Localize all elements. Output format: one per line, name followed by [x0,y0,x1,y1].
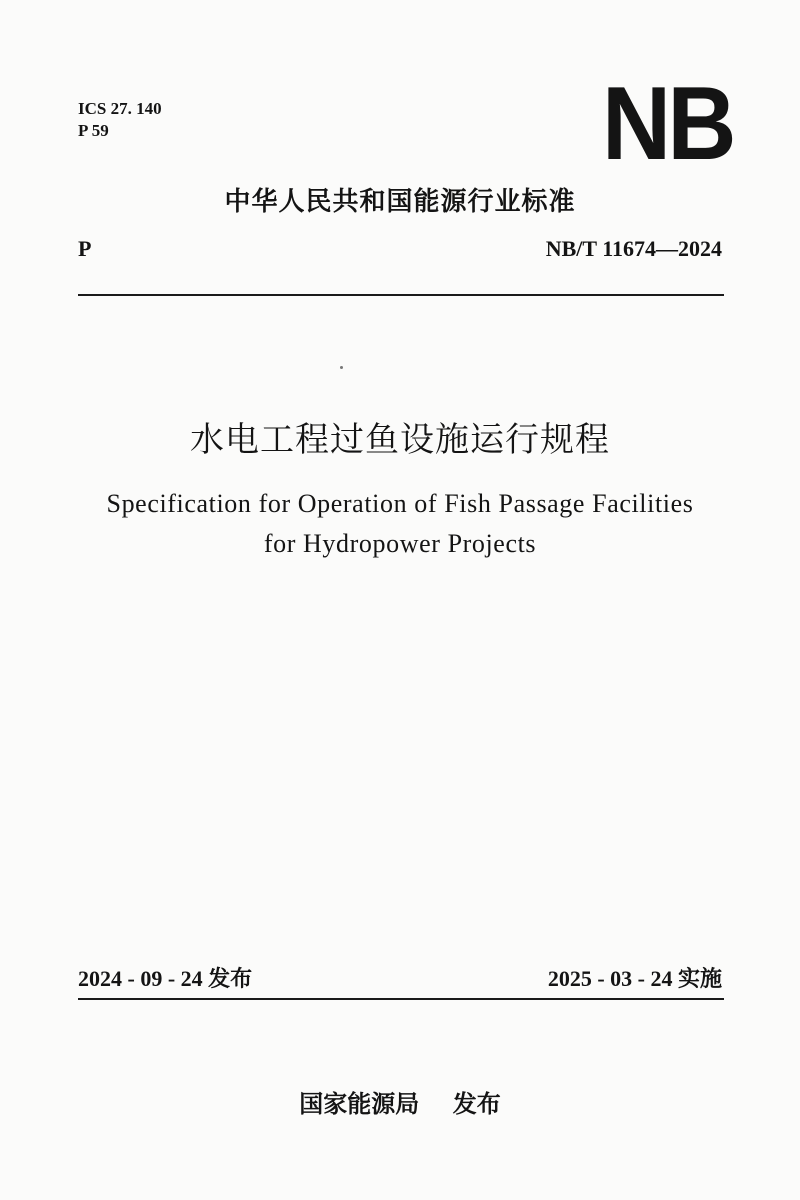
issue-label: 发布 [208,967,253,992]
classification-letter: P [78,236,92,261]
issue-date-line [78,962,252,993]
publisher-line [0,1084,800,1119]
title-english [0,484,800,564]
implementation-date-line [548,962,722,993]
implementation-label: 实施 [677,967,722,992]
ccs-code: P 59 [78,121,109,140]
nb-logo: NB [602,66,733,182]
title-chinese: 水电工程过鱼设施运行规程 [190,420,610,460]
issuer-action: 发布 [452,1090,501,1118]
classification-codes [78,98,162,142]
print-speck [340,366,343,369]
standard-category: 中华人民共和国能源行业标准 [224,187,576,217]
title-english-line-2: for Hydropower Projects [263,529,537,558]
bottom-divider [78,998,724,1000]
issue-date: 2024 - 09 - 24 [78,966,203,991]
issuer: 国家能源局 [299,1090,420,1118]
implementation-date: 2025 - 03 - 24 [547,966,673,991]
standard-number: NB/T 11674—2024 [545,236,722,261]
title-english-line-1: Specification for Operation of Fish Passage Facilities [106,489,694,518]
ics-code: ICS 27. 140 [78,99,162,118]
top-divider [78,294,724,296]
